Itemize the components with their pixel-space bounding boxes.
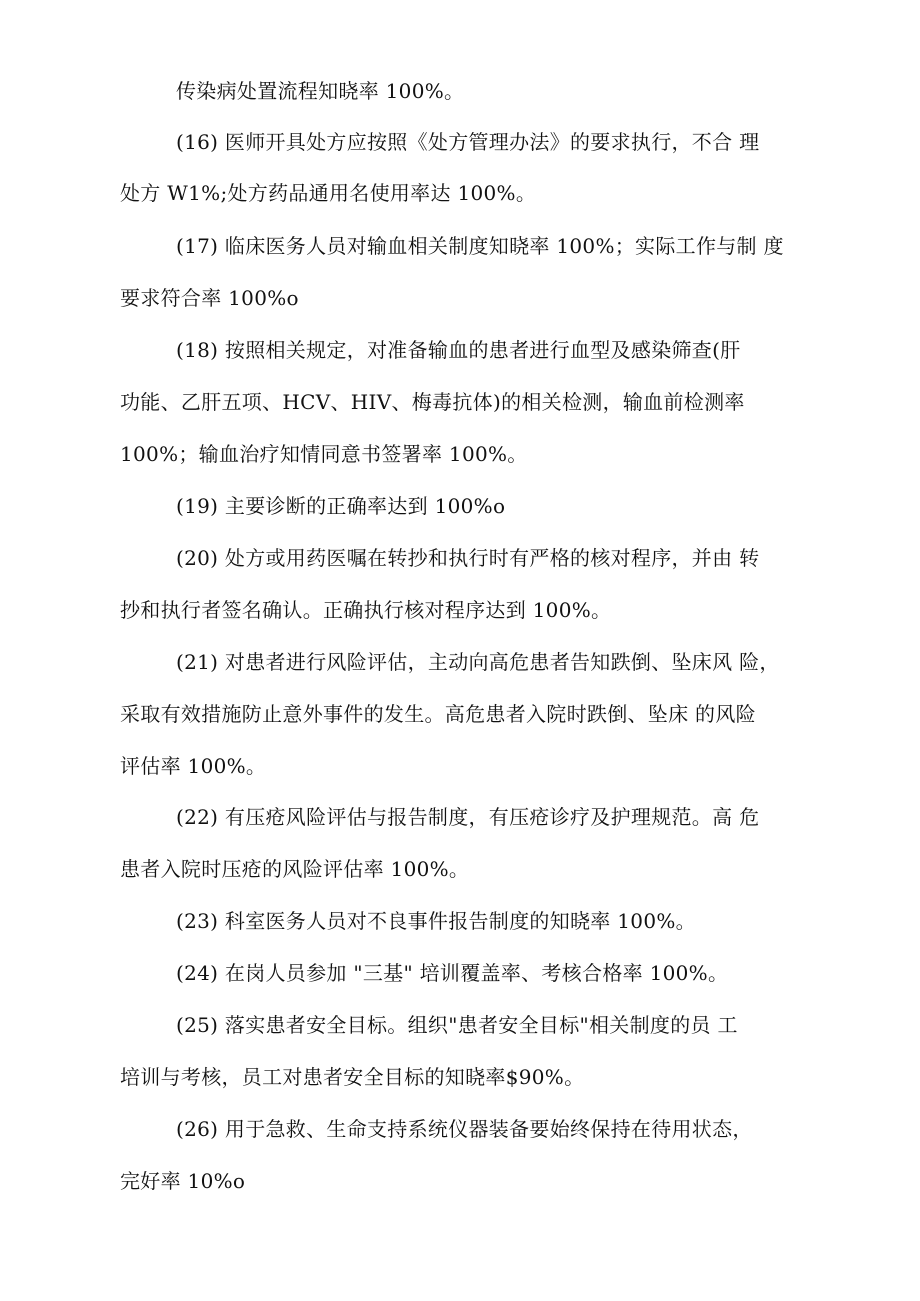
text-line: (18) 按照相关规定，对准备输血的患者进行血型及感染筛查(肝 — [176, 338, 741, 362]
text-line: (17) 临床医务人员对输血相关制度知晓率 100%；实际工作与制 度 — [176, 234, 784, 258]
text-line: 患者入院时压疮的风险评估率 100%。 — [120, 857, 470, 881]
text-line: 处方 W1%;处方药品通用名使用率达 100%。 — [120, 181, 537, 205]
text-line: 传染病处置流程知晓率 100%。 — [176, 79, 465, 103]
text-line: 采取有效措施防止意外事件的发生。高危患者入院时跌倒、坠床 的风险 — [120, 702, 756, 726]
text-line: 抄和执行者签名确认。正确执行核对程序达到 100%。 — [120, 598, 612, 622]
text-line: (25) 落实患者安全目标。组织"患者安全目标"相关制度的员 工 — [176, 1013, 738, 1037]
text-line: 要求符合率 100%o — [120, 286, 299, 310]
text-line: (20) 处方或用药医嘱在转抄和执行时有严格的核对程序，并由 转 — [176, 546, 760, 570]
text-line: (21) 对患者进行风险评估，主动向高危患者告知跌倒、坠床风 险， — [176, 650, 780, 674]
text-line: 培训与考核，员工对患者安全目标的知晓率$90%。 — [120, 1065, 585, 1089]
text-line: (26) 用于急救、生命支持系统仪器装备要始终保持在待用状态， — [176, 1117, 753, 1141]
text-line: (22) 有压疮风险评估与报告制度，有压疮诊疗及护理规范。高 危 — [176, 805, 760, 829]
text-line: 完好率 10%o — [120, 1169, 246, 1193]
text-line: (23) 科室医务人员对不良事件报告制度的知晓率 100%。 — [176, 909, 696, 933]
text-line: (19) 主要诊断的正确率达到 100%o — [176, 494, 506, 518]
text-line: 100%；输血治疗知情同意书签署率 100%。 — [120, 442, 528, 466]
text-line: 功能、乙肝五项、HCV、HIV、梅毒抗体)的相关检测，输血前检测率 — [120, 390, 745, 414]
text-line: (24) 在岗人员参加 "三基" 培训覆盖率、考核合格率 100%。 — [176, 961, 729, 985]
text-line: (16) 医师开具处方应按照《处方管理办法》的要求执行，不合 理 — [176, 130, 760, 154]
text-line: 评估率 100%。 — [120, 754, 267, 778]
